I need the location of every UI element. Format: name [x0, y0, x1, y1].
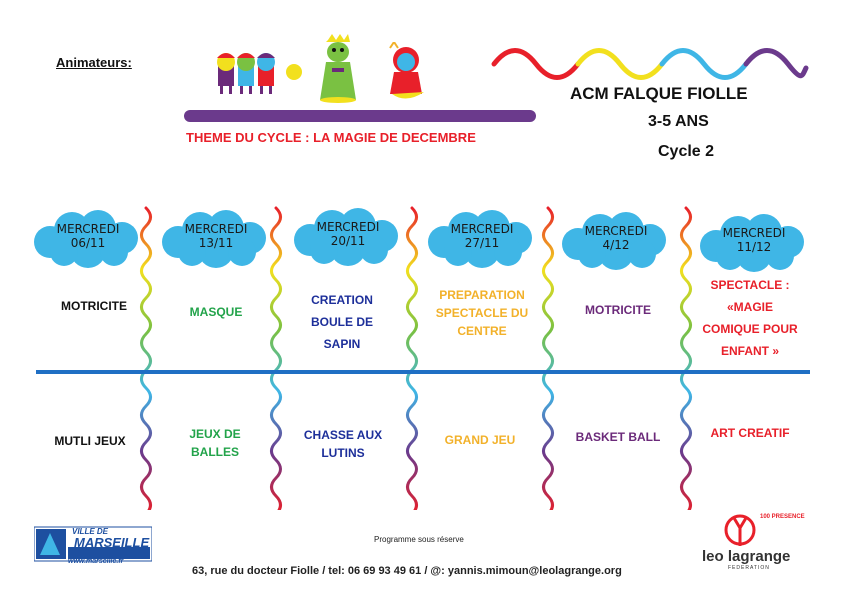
- marseille-line2: MARSEILLE: [74, 535, 150, 550]
- activity-afternoon-3: CHASSE AUX LUTINS: [303, 428, 383, 460]
- activity-afternoon-6: ART CREATIF: [710, 426, 790, 440]
- leo-tag: FEDERATION: [728, 565, 770, 571]
- theme-title: THEME DU CYCLE : LA MAGIE DE DECEMBRE: [186, 130, 476, 145]
- kid-green: [237, 53, 255, 94]
- day-cloud-1: [28, 208, 148, 272]
- day-name: MERCREDI: [184, 222, 248, 236]
- activity-afternoon-4: GRAND JEU: [444, 433, 516, 447]
- activity-morning-2: MASQUE: [189, 305, 243, 319]
- kids-clipart: [212, 48, 307, 96]
- footer-address: 63, rue du docteur Fiolle / tel: 06 69 93 49 61 / @: yannis.mimoun@leolagrange.org: [192, 565, 622, 577]
- activity-afternoon-1: MUTLI JEUX: [54, 434, 126, 448]
- day-date: 20/11: [330, 234, 366, 248]
- kid-red: [217, 53, 235, 94]
- leo-years: 100 PRESENCE: [760, 514, 805, 520]
- day-cloud-6: [694, 212, 814, 276]
- day-name: MERCREDI: [56, 222, 120, 236]
- day-date: 06/11: [70, 236, 106, 250]
- session-divider: [36, 370, 810, 374]
- wizard-clipart: [318, 34, 360, 104]
- day-date: 11/12: [736, 240, 772, 254]
- day-cloud-3: [288, 206, 408, 270]
- activity-morning-5: MOTRICITE: [585, 303, 651, 317]
- day-cloud-4: [422, 208, 542, 272]
- ball-icon: [286, 64, 302, 80]
- day-cloud-5: [556, 210, 676, 274]
- day-date: 13/11: [198, 236, 234, 250]
- kid-blue: [257, 53, 275, 94]
- footer-note: Programme sous réserve: [374, 535, 464, 544]
- day-date: 27/11: [464, 236, 500, 250]
- day-name: MERCREDI: [450, 222, 514, 236]
- theme-bar: [184, 110, 536, 122]
- age-range: 3-5 ANS: [648, 113, 709, 130]
- wavy-decoration: [490, 46, 810, 80]
- fairy-clipart: [384, 42, 432, 102]
- cycle-label: Cycle 2: [658, 143, 715, 160]
- day-date: 4/12: [602, 238, 630, 252]
- activity-afternoon-2: JEUX DE BALLES: [189, 427, 241, 459]
- marseille-url: www.marseille.fr: [68, 558, 124, 565]
- marseille-logo: [34, 525, 152, 567]
- day-cloud-2: [156, 208, 276, 272]
- leo-name: leo lagrange: [702, 548, 791, 565]
- day-name: MERCREDI: [584, 224, 648, 238]
- activity-morning-6: SPECTACLE : «MAGIE COMIQUE POUR ENFANT »: [702, 278, 798, 358]
- activity-morning-1: MOTRICITE: [61, 299, 127, 313]
- day-name: MERCREDI: [316, 220, 380, 234]
- activity-morning-3: CREATION BOULE DE SAPIN: [310, 293, 373, 351]
- activity-morning-4: PREPARATION SPECTACLE DU CENTRE: [435, 288, 529, 338]
- activity-afternoon-5: BASKET BALL: [575, 430, 661, 444]
- marseille-line1: VILLE DE: [72, 527, 109, 536]
- leo-lagrange-logo: [700, 512, 810, 572]
- center-name: ACM FALQUE FIOLLE: [570, 84, 748, 103]
- animateurs-label: Animateurs:: [56, 55, 132, 70]
- day-name: MERCREDI: [722, 226, 786, 240]
